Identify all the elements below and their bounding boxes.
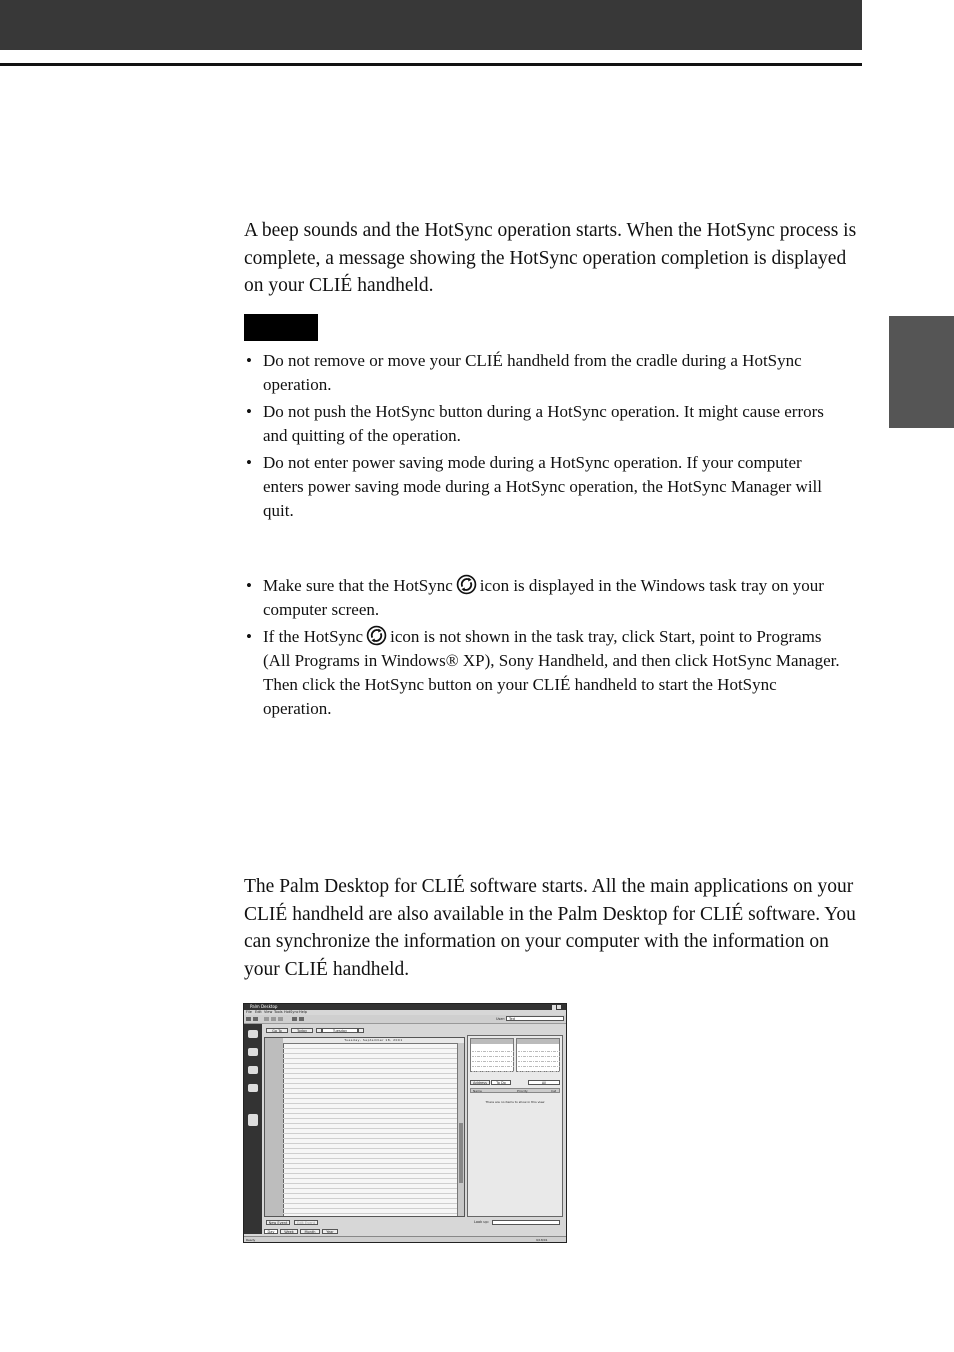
hotsync-icon	[366, 625, 387, 646]
time-slot[interactable]	[283, 1098, 458, 1099]
todo-filter-select[interactable]: All	[528, 1080, 560, 1085]
list-header: Name Priority Cat	[470, 1088, 560, 1093]
install-icon[interactable]	[248, 1114, 258, 1126]
menu-tools[interactable]: Tools	[274, 1010, 283, 1014]
edit-event-button[interactable]: Edit Event	[294, 1220, 318, 1225]
time-slot[interactable]	[283, 1073, 458, 1074]
new-event-button[interactable]: New Event	[266, 1220, 290, 1225]
tips-list	[244, 574, 844, 724]
memo-icon[interactable]	[248, 1084, 258, 1092]
time-slot[interactable]	[283, 1088, 458, 1089]
palm-desktop-screenshot	[243, 1003, 567, 1243]
tab-day[interactable]: Day	[264, 1229, 278, 1234]
tip-item: • Make sure that the HotSync icon is displayed in the Windows task tray on your computer screen.	[246, 576, 824, 619]
day-header	[264, 1025, 464, 1037]
time-slot[interactable]	[283, 1208, 458, 1209]
menu-help[interactable]: Help	[299, 1010, 307, 1014]
header-rule	[0, 63, 862, 66]
time-slot[interactable]	[283, 1113, 458, 1114]
empty-list-message: There are no items to show in this view	[485, 1100, 545, 1104]
toolbar-icon[interactable]	[253, 1017, 258, 1021]
time-slot[interactable]	[283, 1173, 458, 1174]
window-titlebar: Palm Desktop	[244, 1004, 566, 1010]
goto-button[interactable]: Go To	[266, 1028, 288, 1033]
toolbar-icon[interactable]	[292, 1017, 297, 1021]
time-slot[interactable]	[283, 1198, 458, 1199]
time-slot[interactable]	[283, 1188, 458, 1189]
time-slot[interactable]	[283, 1063, 458, 1064]
tip-item: • If the HotSync icon is not shown in the task tray, click Start, point to Programs (All Programs in Windows® XP), Sony Handheld, and then click HotSync Manager. Then click the HotSync button on your CLIÉ handheld to start the HotSync operation.	[246, 627, 840, 718]
time-slot[interactable]	[283, 1213, 458, 1214]
time-slot[interactable]	[283, 1053, 458, 1054]
time-slot[interactable]	[283, 1083, 458, 1084]
user-label: User:	[496, 1017, 506, 1021]
time-slot[interactable]	[283, 1133, 458, 1134]
month-calendar-right[interactable]	[516, 1038, 560, 1072]
time-slot[interactable]	[283, 1178, 458, 1179]
status-bar	[244, 1236, 566, 1243]
time-slot[interactable]	[283, 1143, 458, 1144]
time-slot[interactable]	[283, 1103, 458, 1104]
time-slot[interactable]	[283, 1183, 458, 1184]
next-day-button[interactable]	[358, 1028, 364, 1033]
time-slot[interactable]	[283, 1203, 458, 1204]
view-tabs	[264, 1229, 564, 1235]
time-slot[interactable]	[283, 1163, 458, 1164]
time-slot[interactable]	[283, 1108, 458, 1109]
today-button[interactable]: Today	[291, 1028, 313, 1033]
status-date: 9/18/01	[536, 1238, 548, 1242]
time-slot[interactable]	[283, 1068, 458, 1069]
time-column	[265, 1038, 284, 1216]
time-slot[interactable]	[283, 1153, 458, 1154]
day-view	[264, 1037, 465, 1217]
hotsync-icon	[456, 574, 477, 595]
look-up-input[interactable]	[492, 1220, 560, 1225]
tab-address[interactable]: Address	[470, 1080, 490, 1085]
tab-year[interactable]: Year	[322, 1229, 338, 1234]
notes-list	[244, 349, 844, 526]
time-slot[interactable]	[283, 1158, 458, 1159]
calendar-day[interactable]	[554, 1067, 560, 1072]
date-banner: Tuesday, September 18, 2001	[283, 1038, 464, 1044]
header-bar	[0, 0, 862, 50]
right-panel	[467, 1035, 563, 1217]
month-calendar-left[interactable]	[470, 1038, 514, 1072]
tab-week[interactable]: Week	[280, 1229, 298, 1234]
todo-icon[interactable]	[248, 1066, 258, 1074]
time-slot[interactable]	[283, 1093, 458, 1094]
time-slot[interactable]	[283, 1118, 458, 1119]
time-slot[interactable]	[283, 1048, 458, 1049]
time-slot[interactable]	[283, 1193, 458, 1194]
note-item: • Do not enter power saving mode during a HotSync operation. If your computer enters power saving mode during a HotSync operation, the HotSync Manager will quit.	[246, 453, 822, 520]
menu-view[interactable]: View	[264, 1010, 273, 1014]
window-controls	[551, 1005, 565, 1009]
todo-tabs	[470, 1080, 560, 1085]
scroll-thumb[interactable]	[459, 1123, 463, 1183]
note-item: • Do not remove or move your CLIÉ handheld from the cradle during a HotSync operation.	[246, 351, 802, 394]
user-select[interactable]: Ted	[506, 1016, 564, 1021]
tab-todo[interactable]: To Do	[491, 1080, 511, 1085]
time-slot[interactable]	[283, 1168, 458, 1169]
time-slot[interactable]	[283, 1148, 458, 1149]
time-slot[interactable]	[283, 1058, 458, 1059]
time-slot[interactable]	[283, 1078, 458, 1079]
day-scrollbar[interactable]	[457, 1043, 464, 1216]
weekday-field: Tuesday	[322, 1028, 358, 1033]
note-label-block	[244, 314, 318, 341]
menu-file[interactable]: File	[246, 1010, 252, 1014]
note-item: • Do not push the HotSync button during a HotSync operation. It might cause errors and quitting of the operation.	[246, 402, 824, 445]
address-icon[interactable]	[248, 1048, 258, 1056]
status-ready: Ready	[246, 1238, 256, 1242]
time-slot[interactable]	[283, 1138, 458, 1139]
calendar-day[interactable]	[508, 1067, 514, 1072]
menu-hotsync[interactable]: HotSync	[284, 1010, 299, 1014]
menu-edit[interactable]: Edit	[255, 1010, 262, 1014]
toolbar-icon[interactable]	[278, 1017, 283, 1021]
time-slot[interactable]	[283, 1128, 458, 1129]
hotsync-start-paragraph: A beep sounds and the HotSync operation starts. When the HotSync process is complete, a message showing the HotSync operation completion is displayed on your CLIÉ handheld.	[244, 220, 857, 296]
chapter-tab	[889, 316, 954, 428]
palm-desktop-paragraph: The Palm Desktop for CLIÉ software starts. All the main applications on your CLIÉ handheld are also available in the Palm Desktop for CLIÉ software. You can synchronize the information on your computer with the information on your CLIÉ handheld.	[244, 876, 856, 980]
bottom-bar	[264, 1218, 564, 1227]
toolbar-icon[interactable]	[271, 1017, 276, 1021]
time-slot[interactable]	[283, 1123, 458, 1124]
toolbar-icon[interactable]	[299, 1017, 304, 1021]
toolbar-icon[interactable]	[264, 1017, 269, 1021]
toolbar-icon[interactable]	[246, 1017, 251, 1021]
look-up-label: Look up:	[474, 1220, 489, 1224]
app-launcher	[244, 1024, 262, 1234]
date-book-icon[interactable]	[248, 1030, 258, 1038]
tab-month[interactable]: Month	[300, 1229, 320, 1234]
